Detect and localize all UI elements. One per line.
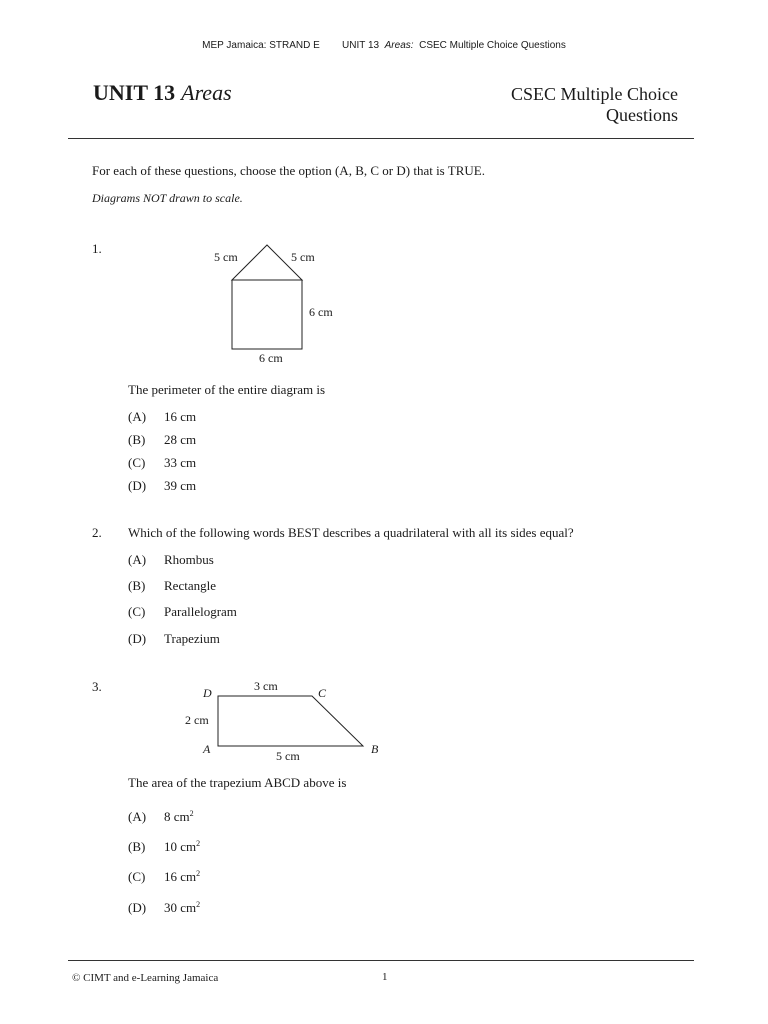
running-header — [0, 40, 768, 51]
label-bottom: 6 cm — [259, 351, 283, 365]
question-3-number: 3. — [92, 679, 102, 694]
unit-number: UNIT 13 — [93, 80, 176, 105]
unit-power: 2 — [189, 809, 194, 818]
option-letter: (A) — [128, 552, 147, 567]
header-strand: MEP Jamaica: STRAND E — [202, 40, 320, 51]
unit-cm: cm — [173, 809, 190, 824]
option-value: 10 — [164, 839, 177, 854]
q2-option-a — [128, 552, 214, 568]
question-1-number: 1. — [92, 241, 102, 256]
q2-option-c — [128, 604, 237, 620]
label-left: 2 cm — [185, 713, 209, 727]
option-letter: (D) — [128, 478, 147, 493]
option-letter: (B) — [128, 839, 146, 854]
title-divider — [68, 138, 694, 139]
instruction-text: For each of these questions, choose the option (A, B, C or D) that is TRUE. — [92, 163, 485, 178]
vertex-c: C — [318, 686, 327, 700]
option-value: 16 — [164, 869, 177, 884]
question-2-number: 2. — [92, 525, 102, 540]
q2-option-b — [128, 578, 216, 594]
section-title-line2: Questions — [606, 105, 678, 125]
q3-option-c — [128, 866, 200, 885]
label-left-slant: 5 cm — [214, 250, 238, 264]
header-topic: Areas: — [384, 40, 414, 51]
unit-cm: cm — [180, 900, 197, 915]
option-letter: (A) — [128, 809, 147, 824]
q2-option-d — [128, 631, 220, 647]
unit-topic: Areas — [181, 80, 232, 105]
option-text: Rhombus — [164, 552, 214, 567]
question-2-prompt: Which of the following words BEST describes a quadrilateral with all its sides equal? — [128, 525, 574, 540]
option-letter: (B) — [128, 432, 146, 447]
unit-power: 2 — [196, 869, 201, 878]
option-letter: (C) — [128, 604, 146, 619]
q3-option-a — [128, 806, 194, 825]
trapezium-diagram — [212, 690, 372, 752]
option-value: 30 — [164, 900, 177, 915]
option-letter: (C) — [128, 869, 146, 884]
square-shape — [232, 280, 302, 349]
label-right-side: 6 cm — [309, 305, 333, 319]
footer-divider — [68, 960, 694, 961]
header-section: CSEC Multiple Choice Questions — [419, 40, 566, 51]
unit-cm: cm — [180, 869, 197, 884]
section-title-line1: CSEC Multiple Choice — [510, 84, 678, 104]
option-text: 28 cm — [164, 432, 197, 447]
option-letter: (D) — [128, 900, 147, 915]
label-top: 3 cm — [254, 679, 278, 693]
footer-copyright: © CIMT and e-Learning Jamaica — [72, 972, 219, 984]
unit-power: 2 — [196, 900, 201, 909]
option-text: Rectangle — [164, 578, 216, 593]
option-letter: (B) — [128, 578, 146, 593]
vertex-b: B — [371, 742, 379, 756]
option-letter: (D) — [128, 631, 147, 646]
vertex-d: D — [203, 686, 212, 700]
question-1-prompt: The perimeter of the entire diagram is — [128, 382, 326, 397]
q3-option-b — [128, 836, 200, 855]
q3-option-d — [128, 897, 200, 916]
q1-option-c — [128, 455, 196, 471]
page-number: 1 — [382, 971, 388, 983]
question-3-prompt: The area of the trapezium ABCD above is — [128, 775, 347, 790]
q1-option-b — [128, 432, 196, 448]
option-text: 16 cm — [164, 409, 197, 424]
q1-option-d — [128, 478, 196, 494]
scale-note: Diagrams NOT drawn to scale. — [92, 191, 243, 205]
vertex-a: A — [203, 742, 211, 756]
label-right-slant: 5 cm — [291, 250, 315, 264]
unit-power: 2 — [196, 839, 201, 848]
option-letter: (C) — [128, 455, 146, 470]
header-unit: UNIT 13 — [342, 40, 380, 51]
section-title — [511, 84, 678, 126]
option-text: Trapezium — [164, 631, 220, 646]
page-title — [93, 80, 232, 106]
option-value: 8 — [164, 809, 171, 824]
unit-cm: cm — [180, 839, 197, 854]
q1-option-a — [128, 409, 196, 425]
trapezium-shape — [218, 696, 363, 746]
label-bottom-side: 5 cm — [276, 749, 300, 763]
option-letter: (A) — [128, 409, 147, 424]
option-text: 39 cm — [164, 478, 197, 493]
option-text: 33 cm — [164, 455, 197, 470]
option-text: Parallelogram — [164, 604, 237, 619]
